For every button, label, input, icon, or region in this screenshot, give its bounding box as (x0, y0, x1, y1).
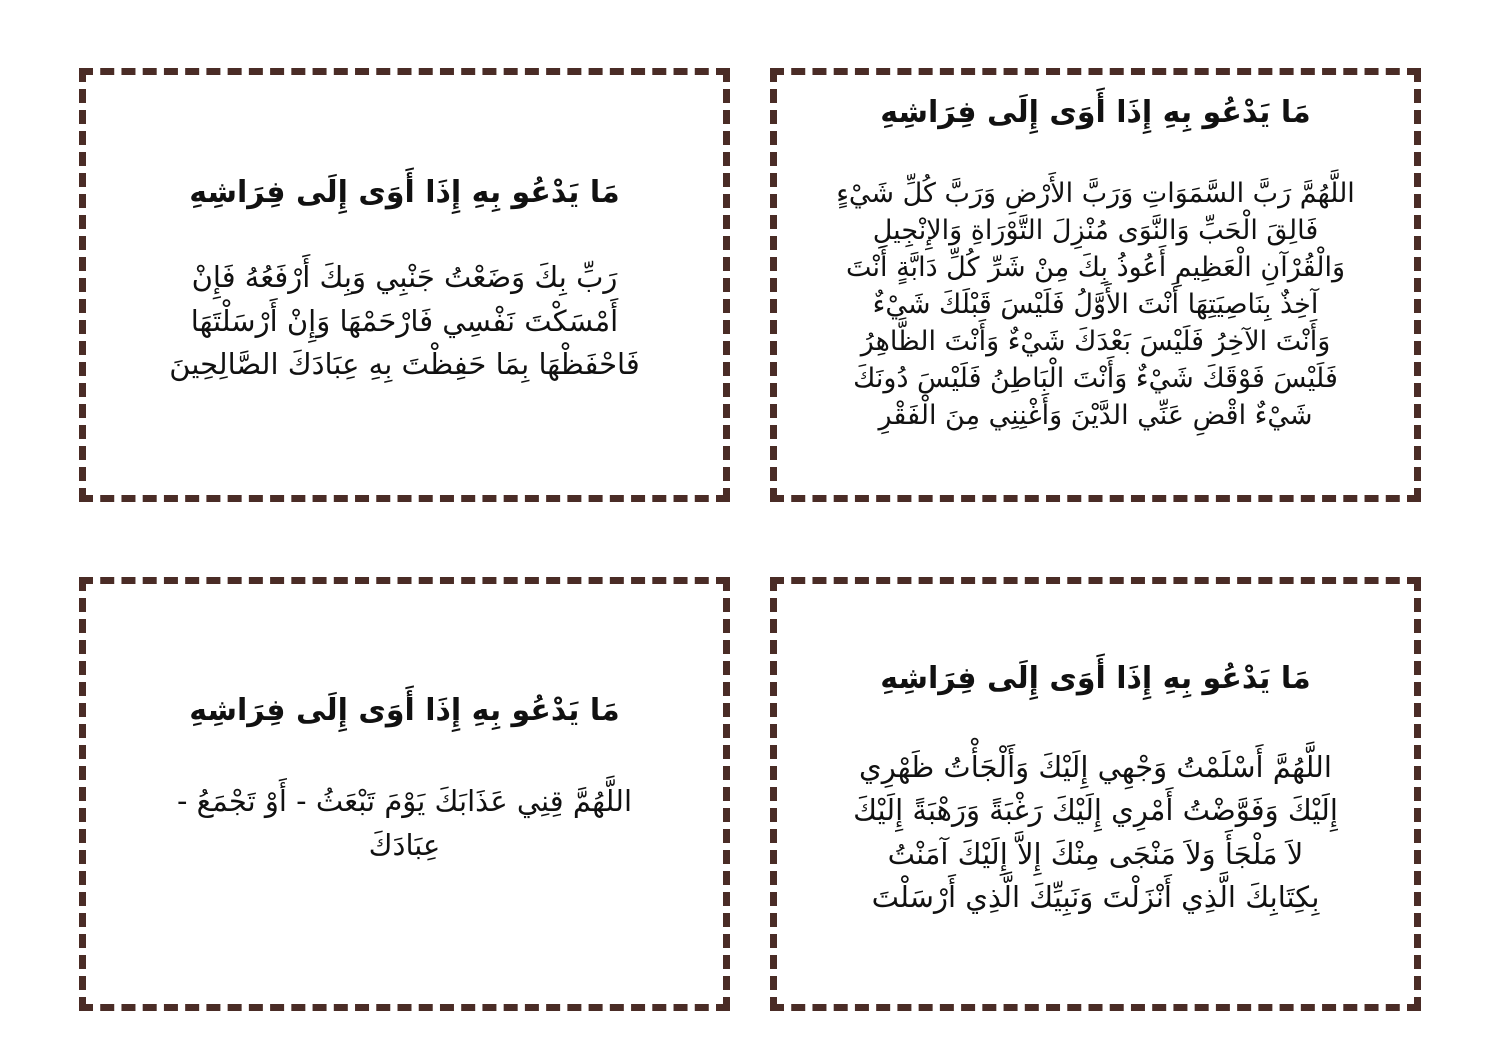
card-body-line: بِكِتَابِكَ الَّذِي أَنْزَلْتَ وَنَبِيِّكَ الَّذِي أَرْسَلْتَ (871, 880, 1320, 914)
dua-card-bottom-left (79, 577, 730, 1011)
card-body-line: اللَّهُمَّ قِنِي عَذَابَكَ يَوْمَ تَبْعَثُ - أَوْ تَجْمَعُ - (176, 784, 633, 818)
card-body-line: فَاحْفَظْهَا بِمَا حَفِظْتَ بِهِ عِبَادَكَ الصَّالِحِينَ (169, 347, 640, 382)
card-body (829, 746, 1362, 920)
card-body-line: شَيْءٌ اقْضِ عَنِّي الدَّيْنَ وَأَغْنِنِي مِنَ الْفَقْرِ (878, 399, 1313, 431)
card-body-line: رَبِّ بِكَ وَضَعْتُ جَنْبِي وَبِكَ أَرْفَعُهُ فَإِنْ (191, 260, 618, 295)
card-title: مَا يَدْعُو بِهِ إِذَا أَوَى إِلَى فِرَاشِهِ (880, 660, 1311, 696)
dua-card-top-left (79, 68, 730, 502)
card-body (812, 176, 1379, 435)
card-body-line: اللَّهُمَّ أَسْلَمْتُ وَجْهِي إِلَيْكَ وَأَلْجَأْتُ ظَهْرِي (859, 749, 1332, 784)
dua-card-top-right (770, 68, 1421, 502)
card-body-line: لاَ مَلْجَأَ وَلاَ مَنْجَى مِنْكَ إِلاَّ إِلَيْكَ آمَنْتُ (887, 836, 1304, 871)
card-body-line: إِلَيْكَ وَفَوَّضْتُ أَمْرِي إِلَيْكَ رَغْبَةً وَرَهْبَةً إِلَيْكَ (853, 793, 1338, 827)
card-body (145, 256, 664, 387)
card-body-line: آخِذٌ بِنَاصِيَتِهَا أَنْتَ الأَوَّلُ فَلَيْسَ قَبْلَكَ شَيْءٌ (872, 288, 1319, 320)
card-body-line: فَالِقَ الْحَبِّ وَالنَّوَى مُنْزِلَ التَّوْرَاةِ وَالإِنْجِيلِ (872, 214, 1319, 246)
card-body-line: عِبَادَكَ (368, 827, 441, 862)
card-title: مَا يَدْعُو بِهِ إِذَا أَوَى إِلَى فِرَاشِهِ (880, 95, 1311, 130)
card-title: مَا يَدْعُو بِهِ إِذَا أَوَى إِلَى فِرَاشِهِ (189, 693, 620, 728)
card-body-line: أَمْسَكْتَ نَفْسِي فَارْحَمْهَا وَإِنْ أَرْسَلْتَهَا (190, 303, 619, 338)
card-title: مَا يَدْعُو بِهِ إِذَا أَوَى إِلَى فِرَاشِهِ (189, 175, 620, 211)
card-body (153, 780, 656, 867)
card-body-line: فَلَيْسَ فَوْقَكَ شَيْءٌ وَأَنْتَ الْبَاطِنُ فَلَيْسَ دُونَكَ (853, 362, 1338, 394)
card-body-line: وَالْقُرْآنِ الْعَظِيمِ أَعُوذُ بِكَ مِنْ شَرِّ كُلِّ دَابَّةٍ أَنْتَ (845, 251, 1346, 283)
card-body-line: اللَّهُمَّ رَبَّ السَّمَوَاتِ وَرَبَّ الأَرْضِ وَرَبَّ كُلِّ شَيْءٍ (836, 178, 1355, 209)
card-body-line: وَأَنْتَ الآخِرُ فَلَيْسَ بَعْدَكَ شَيْءٌ وَأَنْتَ الظَّاهِرُ (860, 325, 1331, 357)
dua-card-bottom-right (770, 577, 1421, 1011)
